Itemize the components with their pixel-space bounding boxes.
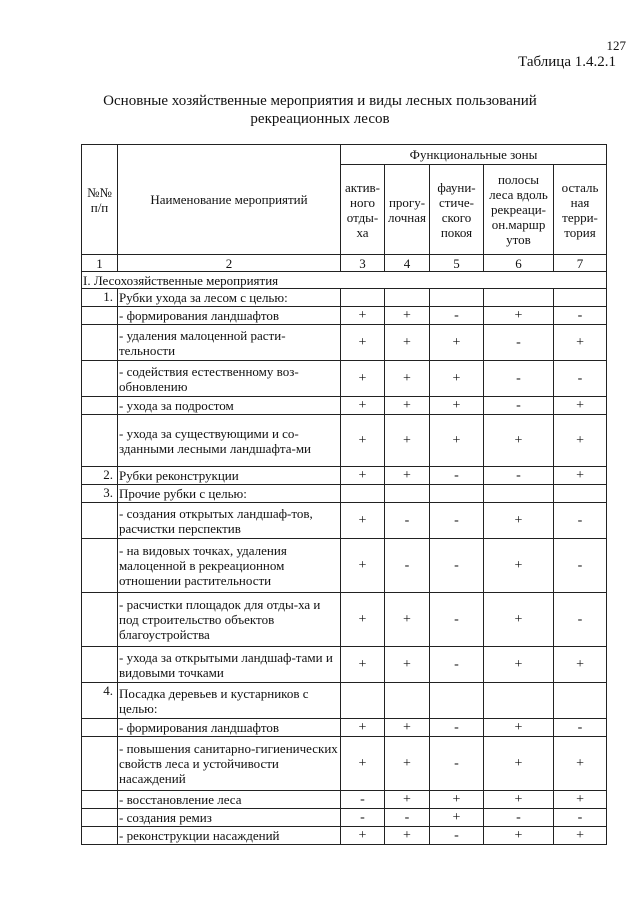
measure-name: - расчистки площадок для отды-ха и под строительство объектов благоустройства bbox=[118, 593, 341, 647]
zone-mark: + bbox=[341, 737, 385, 791]
zone-mark: + bbox=[484, 539, 554, 593]
table-row bbox=[82, 325, 607, 361]
row-number bbox=[82, 539, 118, 593]
zone-mark: + bbox=[385, 361, 430, 397]
zone-mark bbox=[484, 289, 554, 307]
zone-mark: + bbox=[385, 325, 430, 361]
zone-mark: + bbox=[341, 467, 385, 485]
zone-mark: - bbox=[484, 809, 554, 827]
zone-mark: - bbox=[385, 539, 430, 593]
row-number bbox=[82, 307, 118, 325]
zone-mark: + bbox=[341, 361, 385, 397]
zone-mark: + bbox=[385, 737, 430, 791]
zone-mark: + bbox=[430, 791, 484, 809]
header-zone: фауни-стиче-ского покоя bbox=[430, 165, 484, 255]
table-row bbox=[82, 361, 607, 397]
zone-mark: + bbox=[484, 307, 554, 325]
zone-mark: + bbox=[385, 647, 430, 683]
header-zone: актив-ного отды-ха bbox=[341, 165, 385, 255]
zone-mark bbox=[554, 289, 607, 307]
zone-mark: + bbox=[484, 827, 554, 845]
header-zone: полосы леса вдоль рекреаци-он.маршр утов bbox=[484, 165, 554, 255]
header-col-name: Наименование мероприятий bbox=[118, 145, 341, 255]
zone-mark: - bbox=[430, 593, 484, 647]
zone-mark: + bbox=[385, 791, 430, 809]
measures-table bbox=[81, 144, 607, 845]
measure-name: - ухода за открытыми ландшаф-тами и видовыми точками bbox=[118, 647, 341, 683]
zone-mark: + bbox=[385, 415, 430, 467]
zone-mark bbox=[385, 683, 430, 719]
zone-mark bbox=[554, 485, 607, 503]
measure-name: - повышения санитарно-гигиенических свойств леса и устойчивости насаждений bbox=[118, 737, 341, 791]
zone-mark: - bbox=[430, 307, 484, 325]
header-zones-group: Функциональные зоны bbox=[341, 145, 607, 165]
zone-mark: + bbox=[341, 503, 385, 539]
measure-name: - на видовых точках, удаления малоценной в рекреационном отношении растительности bbox=[118, 539, 341, 593]
measure-name: - формирования ландшафтов bbox=[118, 719, 341, 737]
zone-mark: + bbox=[385, 397, 430, 415]
zone-mark bbox=[430, 683, 484, 719]
row-number: 4. bbox=[82, 683, 118, 719]
zone-mark: + bbox=[385, 307, 430, 325]
table-row bbox=[82, 289, 607, 307]
column-number: 1 bbox=[82, 255, 118, 272]
zone-mark: + bbox=[430, 415, 484, 467]
table-title bbox=[0, 92, 640, 128]
zone-mark: + bbox=[484, 737, 554, 791]
zone-mark: - bbox=[554, 593, 607, 647]
zone-mark: + bbox=[341, 719, 385, 737]
zone-mark: - bbox=[554, 307, 607, 325]
table-row bbox=[82, 539, 607, 593]
zone-mark: + bbox=[385, 593, 430, 647]
zone-mark: + bbox=[341, 307, 385, 325]
measure-name: - реконструкции насаждений bbox=[118, 827, 341, 845]
table-row bbox=[82, 827, 607, 845]
table-row bbox=[82, 737, 607, 791]
zone-mark: + bbox=[341, 325, 385, 361]
row-number bbox=[82, 361, 118, 397]
zone-mark: - bbox=[484, 397, 554, 415]
table-row bbox=[82, 307, 607, 325]
zone-mark: - bbox=[430, 647, 484, 683]
zone-mark: - bbox=[554, 503, 607, 539]
zone-mark: + bbox=[554, 397, 607, 415]
zone-mark: + bbox=[554, 791, 607, 809]
zone-mark bbox=[554, 683, 607, 719]
table-label: Таблица 1.4.2.1 bbox=[518, 54, 616, 70]
measure-name: Рубки реконструкции bbox=[118, 467, 341, 485]
zone-mark: - bbox=[554, 539, 607, 593]
table-row bbox=[82, 593, 607, 647]
header-zone: прогу-лочная bbox=[385, 165, 430, 255]
zone-mark: + bbox=[484, 593, 554, 647]
zone-mark bbox=[341, 289, 385, 307]
zone-mark: + bbox=[341, 827, 385, 845]
zone-mark: - bbox=[385, 503, 430, 539]
zone-mark: + bbox=[430, 325, 484, 361]
zone-mark: - bbox=[430, 467, 484, 485]
zone-mark: + bbox=[341, 539, 385, 593]
table-row bbox=[82, 485, 607, 503]
section-title: I. Лесохозяйственные мероприятия bbox=[82, 272, 607, 289]
row-number: 3. bbox=[82, 485, 118, 503]
measure-name: - ухода за существующими и со-зданными лесными ландшафта-ми bbox=[118, 415, 341, 467]
zone-mark: - bbox=[430, 719, 484, 737]
zone-mark: + bbox=[554, 647, 607, 683]
row-number bbox=[82, 503, 118, 539]
zone-mark bbox=[385, 289, 430, 307]
table-row bbox=[82, 809, 607, 827]
measure-name: - содействия естественному воз-обновлению bbox=[118, 361, 341, 397]
table-row bbox=[82, 503, 607, 539]
zone-mark: - bbox=[554, 719, 607, 737]
column-number: 7 bbox=[554, 255, 607, 272]
zone-mark: - bbox=[430, 503, 484, 539]
title-line-1: Основные хозяйственные мероприятия и виды лесных пользований bbox=[103, 93, 537, 109]
zone-mark: - bbox=[484, 325, 554, 361]
zone-mark: - bbox=[484, 467, 554, 485]
zone-mark bbox=[341, 485, 385, 503]
row-number bbox=[82, 593, 118, 647]
zone-mark: + bbox=[385, 719, 430, 737]
row-number bbox=[82, 397, 118, 415]
zone-mark: + bbox=[484, 719, 554, 737]
zone-mark: - bbox=[554, 809, 607, 827]
zone-mark: + bbox=[385, 827, 430, 845]
zone-mark: + bbox=[554, 467, 607, 485]
measure-name: - создания открытых ландшаф-тов, расчистки перспектив bbox=[118, 503, 341, 539]
row-number: 1. bbox=[82, 289, 118, 307]
zone-mark: + bbox=[484, 415, 554, 467]
zone-mark: + bbox=[484, 647, 554, 683]
zone-mark: + bbox=[430, 397, 484, 415]
zone-mark: + bbox=[341, 397, 385, 415]
measure-name: - создания ремиз bbox=[118, 809, 341, 827]
table-row bbox=[82, 415, 607, 467]
header-col-num: №№ п/п bbox=[82, 145, 118, 255]
header-zone: осталь ная терри-тория bbox=[554, 165, 607, 255]
zone-mark: + bbox=[484, 791, 554, 809]
row-number bbox=[82, 737, 118, 791]
column-number: 2 bbox=[118, 255, 341, 272]
zone-mark: + bbox=[554, 737, 607, 791]
table-row bbox=[82, 791, 607, 809]
zone-mark: - bbox=[430, 737, 484, 791]
zone-mark: + bbox=[554, 827, 607, 845]
zone-mark: - bbox=[430, 539, 484, 593]
measure-name: - ухода за подростом bbox=[118, 397, 341, 415]
zone-mark bbox=[430, 289, 484, 307]
table-row bbox=[82, 647, 607, 683]
zone-mark bbox=[484, 485, 554, 503]
zone-mark: - bbox=[430, 827, 484, 845]
zone-mark: + bbox=[484, 503, 554, 539]
zone-mark bbox=[341, 683, 385, 719]
measure-name: - восстановление леса bbox=[118, 791, 341, 809]
zone-mark: - bbox=[484, 361, 554, 397]
column-number: 4 bbox=[385, 255, 430, 272]
measure-name: Посадка деревьев и кустарников с целью: bbox=[118, 683, 341, 719]
measure-name: Прочие рубки с целью: bbox=[118, 485, 341, 503]
zone-mark: + bbox=[341, 415, 385, 467]
column-number: 5 bbox=[430, 255, 484, 272]
zone-mark: - bbox=[554, 361, 607, 397]
title-line-2: рекреационных лесов bbox=[250, 111, 390, 127]
measure-name: - формирования ландшафтов bbox=[118, 307, 341, 325]
table-row bbox=[82, 467, 607, 485]
zone-mark: - bbox=[341, 809, 385, 827]
measure-name: - удаления малоценной расти-тельности bbox=[118, 325, 341, 361]
column-number: 3 bbox=[341, 255, 385, 272]
table-row bbox=[82, 397, 607, 415]
zone-mark: + bbox=[385, 467, 430, 485]
row-number bbox=[82, 809, 118, 827]
row-number bbox=[82, 791, 118, 809]
zone-mark: + bbox=[430, 361, 484, 397]
zone-mark bbox=[385, 485, 430, 503]
row-number bbox=[82, 719, 118, 737]
zone-mark bbox=[430, 485, 484, 503]
zone-mark: + bbox=[430, 809, 484, 827]
row-number: 2. bbox=[82, 467, 118, 485]
row-number bbox=[82, 647, 118, 683]
table-row bbox=[82, 719, 607, 737]
zone-mark bbox=[484, 683, 554, 719]
zone-mark: + bbox=[554, 415, 607, 467]
table-row bbox=[82, 683, 607, 719]
row-number bbox=[82, 415, 118, 467]
zone-mark: + bbox=[341, 593, 385, 647]
measure-name: Рубки ухода за лесом с целью: bbox=[118, 289, 341, 307]
row-number bbox=[82, 827, 118, 845]
zone-mark: - bbox=[385, 809, 430, 827]
zone-mark: - bbox=[341, 791, 385, 809]
column-number: 6 bbox=[484, 255, 554, 272]
row-number bbox=[82, 325, 118, 361]
zone-mark: + bbox=[341, 647, 385, 683]
page-number: 127 bbox=[606, 38, 626, 53]
zone-mark: + bbox=[554, 325, 607, 361]
